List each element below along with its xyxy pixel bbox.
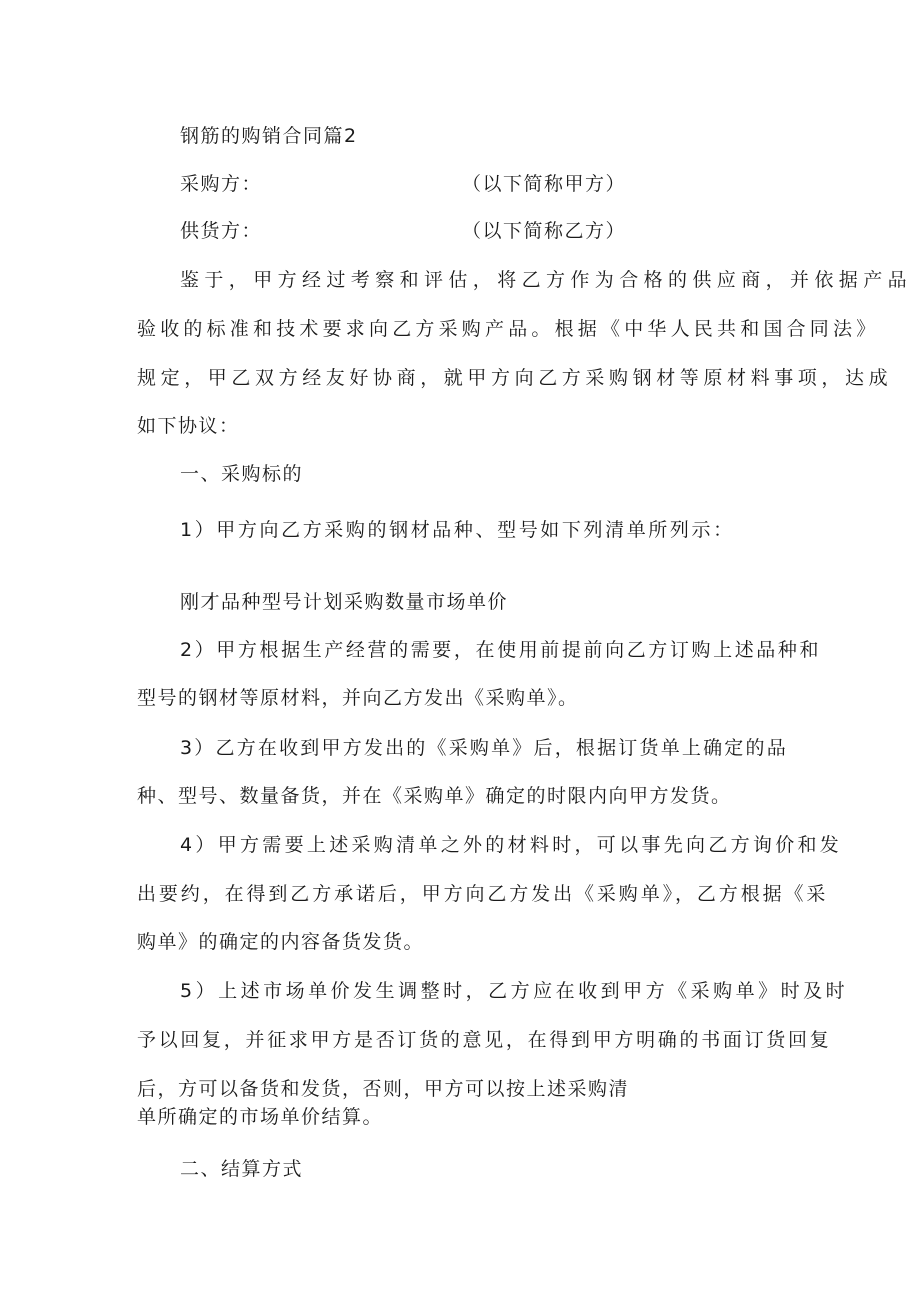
supplier-note: （以下简称乙方）	[462, 220, 627, 242]
clause-line: 型号的钢材等原材料，并向乙方发出《采购单》。	[137, 687, 579, 709]
clause-line: 后，方可以备货和发货，否则，甲方可以按上述采购清	[137, 1078, 630, 1100]
section-heading: 二、结算方式	[180, 1158, 304, 1180]
clause-line: 3）乙方在收到甲方发出的《采购单》后，根据订货单上确定的品	[180, 737, 788, 759]
clause-line: 购单》的确定的内容备货发货。	[137, 931, 425, 953]
buyer-note: （以下简称甲方）	[462, 173, 627, 195]
preamble-line: 验收的标准和技术要求向乙方采购产品。根据《中华人民共和国合同法》	[137, 318, 880, 340]
preamble-line: 鉴于，甲方经过考察和评估，将乙方作为合格的供应商，并依据产品	[180, 269, 913, 291]
clause-line: 4）甲方需要上述采购清单之外的材料时，可以事先向乙方询价和发	[180, 834, 843, 856]
preamble-line: 如下协议：	[137, 415, 240, 437]
clause-line: 5）上述市场单价发生调整时，乙方应在收到甲方《采购单》时及时	[180, 980, 849, 1002]
preamble-line: 规定，甲乙双方经友好协商，就甲方向乙方采购钢材等原材料事项，达成	[137, 367, 893, 389]
clause-line: 1）甲方向乙方采购的钢材品种、型号如下列清单所列示：	[180, 519, 735, 541]
clause-line: 种、型号、数量备货，并在《采购单》确定的时限内向甲方发货。	[137, 785, 732, 807]
table-header-text: 刚才品种型号计划采购数量市场单价	[180, 591, 509, 613]
document-title: 钢筋的购销合同篇2	[180, 125, 358, 147]
clause-line: 予以回复，并征求甲方是否订货的意见，在得到甲方明确的书面订货回复	[137, 1029, 832, 1051]
clause-line: 出要约，在得到乙方承诺后，甲方向乙方发出《采购单》，乙方根据《采	[137, 883, 829, 905]
clause-line: 2）甲方根据生产经营的需要，在使用前提前向乙方订购上述品种和	[180, 639, 822, 661]
clause-line: 单所确定的市场单价结算。	[137, 1106, 384, 1128]
buyer-label: 采购方：	[180, 173, 263, 195]
supplier-label: 供货方：	[180, 220, 263, 242]
section-heading: 一、采购标的	[180, 463, 304, 485]
